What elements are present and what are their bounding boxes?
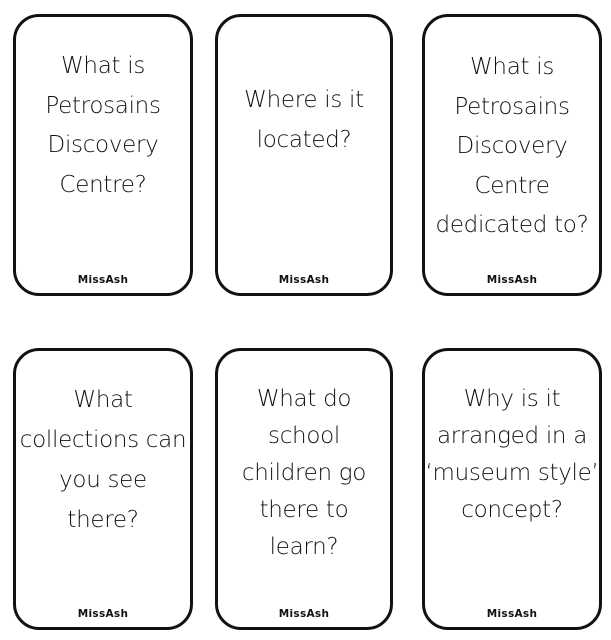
missash-logo: MissAsh: [278, 608, 330, 620]
card-question: Why is it arranged in a ‘museum style’ concept?: [425, 386, 599, 523]
question-card-2: [215, 14, 393, 296]
missash-logo: MissAsh: [486, 608, 538, 620]
question-card-3: [422, 14, 602, 296]
question-card-4: [13, 348, 193, 630]
card-question: What collections can you see there?: [19, 387, 187, 533]
question-card-5: [215, 348, 393, 630]
missash-logo: MissAsh: [77, 608, 129, 620]
missash-logo: MissAsh: [278, 274, 330, 286]
card-question: What is Petrosains Discovery Centre dedicated to?: [435, 54, 589, 238]
card-question: What do school children go there to learn?: [241, 386, 367, 560]
missash-logo: MissAsh: [486, 274, 538, 286]
missash-logo: MissAsh: [77, 274, 129, 286]
card-question: Where is it located?: [244, 87, 364, 153]
question-card-6: [422, 348, 602, 630]
question-card-1: [13, 14, 193, 296]
card-question: What is Petrosains Discovery Centre?: [45, 53, 161, 198]
